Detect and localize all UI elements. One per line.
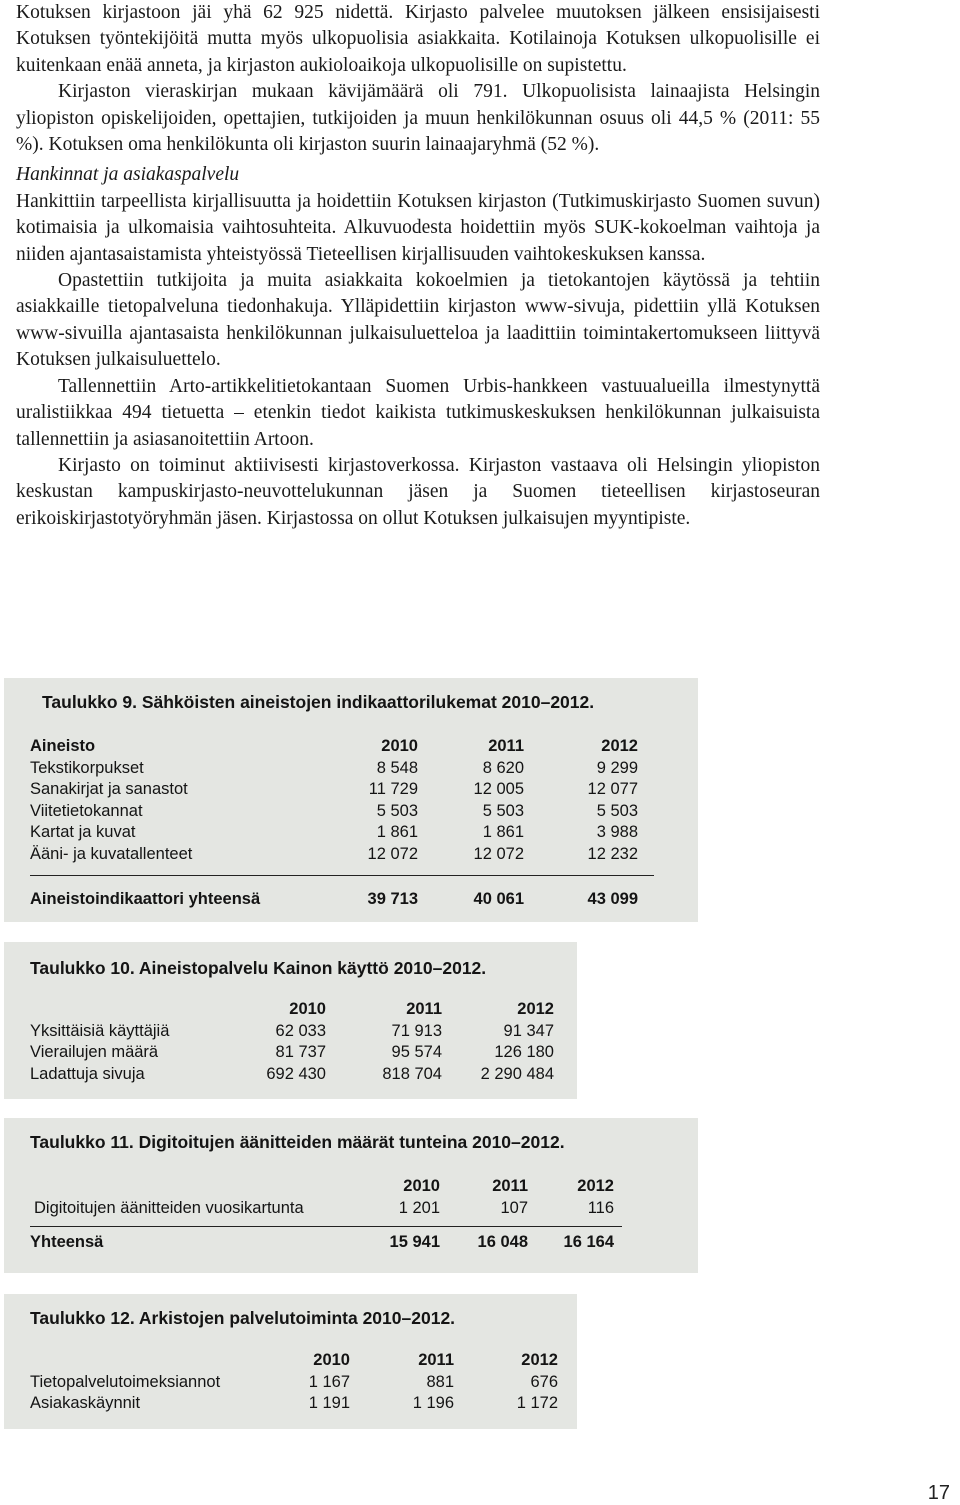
paragraph-visitors: Kirjaston vieraskirjan mukaan kävijämäärä oli 791. Ulkopuolisista lainaajista Helsingin yliopiston opiskelijoiden, opettajien, tutkijoiden ja muun henkilökunnan osuus oli 44,5 % (2011: 55 %). Kotuksen oma henkilökunta oli kirjaston suurin lainaajaryhmä (52 %). bbox=[16, 81, 820, 156]
header-cell: 2012 bbox=[577, 1177, 614, 1195]
table-11-divider bbox=[30, 1226, 622, 1227]
table-11-grid bbox=[34, 1176, 614, 1219]
table-cell: 91 347 bbox=[503, 1021, 554, 1040]
paragraph-acquisitions: Hankittiin tarpeellista kirjallisuutta ja hoidettiin Kotuksen kirjaston (Tutkimuskirjasto Suomen suvun) kotimaisia ja ulkomaisia vaihtosuhteita. Alkuvuodesta hoidettiin myös SUK-kokoelman vaihtoja ja niiden ajantasaistamista yhteistyössä Tieteellisen kirjallisuuden vaihtokeskuksen kanssa. bbox=[16, 190, 820, 265]
row-label: Tekstikorpukset bbox=[30, 758, 144, 777]
table-cell: 1 861 bbox=[482, 823, 524, 842]
table-12-title: Taulukko 12. Arkistojen palvelutoiminta 2010–2012. bbox=[30, 1308, 456, 1328]
table-10-grid bbox=[30, 999, 554, 1085]
table-11 bbox=[4, 1118, 698, 1273]
table-row-total bbox=[30, 1232, 614, 1254]
table-cell: 1 201 bbox=[398, 1198, 440, 1217]
table-cell: 81 737 bbox=[275, 1043, 326, 1062]
table-cell: 676 bbox=[530, 1372, 558, 1391]
table-row bbox=[30, 1021, 554, 1043]
header-cell: 2012 bbox=[517, 1000, 554, 1018]
header-cell bbox=[34, 1176, 344, 1198]
paragraph-network: Kirjasto on toiminut aktiivisesti kirjastoverkossa. Kirjaston vastaava oli Helsingin yliopiston keskustan kampuskirjasto-neuvottelukunnan jäsen ja Suomen tieteellisen kirjastoseuran erikoiskirjastotyöryhmän jäsen. Kirjastossa on ollut Kotuksen julkaisujen myyntipiste. bbox=[16, 454, 820, 529]
row-label: Digitoitujen äänitteiden vuosikartunta bbox=[34, 1198, 304, 1217]
header-cell: 2011 bbox=[406, 1000, 442, 1018]
section-heading: Hankinnat ja asiakaspalvelu bbox=[16, 164, 240, 186]
table-row bbox=[30, 779, 638, 801]
table-cell: 2 290 484 bbox=[480, 1064, 554, 1083]
table-cell: 8 548 bbox=[376, 758, 418, 777]
table-cell: 5 503 bbox=[376, 801, 418, 820]
table-cell: 12 232 bbox=[587, 844, 638, 863]
table-cell: 8 620 bbox=[482, 758, 524, 777]
row-label: Ladattuja sivuja bbox=[30, 1064, 145, 1083]
header-cell: 2011 bbox=[488, 737, 524, 755]
page-number: 17 bbox=[927, 1482, 950, 1504]
table-cell: 12 077 bbox=[587, 780, 638, 799]
table-cell: 126 180 bbox=[494, 1043, 554, 1062]
row-label: Asiakaskäynnit bbox=[30, 1394, 141, 1413]
row-label: Ääni- ja kuvatallenteet bbox=[30, 844, 193, 863]
table-cell: 15 941 bbox=[389, 1233, 440, 1251]
table-cell: 5 503 bbox=[482, 801, 524, 820]
table-row bbox=[30, 1064, 554, 1086]
row-label: Sanakirjat ja sanastot bbox=[30, 780, 188, 799]
table-cell: 692 430 bbox=[266, 1064, 326, 1083]
table-row bbox=[30, 822, 638, 844]
header-cell bbox=[30, 1350, 254, 1372]
table-12 bbox=[4, 1294, 577, 1429]
table-row-total bbox=[30, 889, 638, 911]
table-cell: 1 167 bbox=[308, 1372, 350, 1391]
header-cell: Aineisto bbox=[30, 737, 96, 755]
table-row bbox=[30, 1372, 558, 1394]
table-cell: 881 bbox=[426, 1372, 454, 1391]
table-12-grid bbox=[30, 1350, 558, 1415]
header-cell: 2011 bbox=[418, 1351, 454, 1369]
header-cell: 2010 bbox=[289, 1000, 326, 1018]
row-label: Aineistoindikaattori yhteensä bbox=[30, 890, 261, 908]
table-cell: 1 861 bbox=[376, 823, 418, 842]
table-cell: 116 bbox=[587, 1198, 614, 1217]
table-row bbox=[30, 1042, 554, 1064]
table-cell: 62 033 bbox=[275, 1021, 326, 1040]
table-11-title: Taulukko 11. Digitoitujen äänitteiden määrät tunteina 2010–2012. bbox=[30, 1132, 565, 1152]
table-cell: 818 704 bbox=[382, 1064, 442, 1083]
table-9-total bbox=[30, 889, 638, 911]
body-text bbox=[16, 0, 820, 532]
table-row-header bbox=[34, 1176, 614, 1198]
table-row-header bbox=[30, 999, 554, 1021]
paragraph-library-collection: Kotuksen kirjastoon jäi yhä 62 925 nidettä. Kirjasto palvelee muutoksen jälkeen ensisijaisesti Kotuksen työntekijöitä mutta myös ulkopuolisia asiakkaita. Kotilainoja Kotuksen ulkopuolisille ei kuitenkaan enää anneta, ja kirjaston aukioloaikoja ulkopuolisille on supistettu. bbox=[16, 2, 820, 76]
row-label: Yhteensä bbox=[30, 1233, 104, 1251]
header-cell: 2011 bbox=[492, 1177, 528, 1195]
header-cell bbox=[30, 999, 210, 1021]
table-row bbox=[30, 1393, 558, 1415]
table-9-divider bbox=[30, 875, 654, 876]
table-cell: 16 164 bbox=[563, 1233, 614, 1251]
row-label: Kartat ja kuvat bbox=[30, 823, 136, 842]
table-cell: 16 048 bbox=[477, 1233, 528, 1251]
table-10-title: Taulukko 10. Aineistopalvelu Kainon käyttö 2010–2012. bbox=[30, 958, 487, 978]
table-cell: 5 503 bbox=[596, 801, 638, 820]
header-cell: 2010 bbox=[381, 737, 418, 755]
table-cell: 71 913 bbox=[391, 1021, 442, 1040]
header-cell: 2010 bbox=[313, 1351, 350, 1369]
table-row bbox=[30, 758, 638, 780]
row-label: Vierailujen määrä bbox=[30, 1043, 159, 1062]
table-cell: 1 191 bbox=[308, 1394, 350, 1413]
table-cell: 1 172 bbox=[516, 1394, 558, 1413]
table-row-header bbox=[30, 736, 638, 758]
table-cell: 3 988 bbox=[596, 823, 638, 842]
table-cell: 1 196 bbox=[412, 1394, 454, 1413]
row-label: Yksittäisiä käyttäjiä bbox=[30, 1021, 170, 1040]
paragraph-guidance: Opastettiin tutkijoita ja muita asiakkaita kokoelmien ja tietokantojen käytössä ja tehtiin asiakkaille tietopalveluna tiedonhakuja. Ylläpidettiin kirjaston www-sivuja, pidettiin yllä Kotuksen www-sivuilla ajantasaista henkilökunnan julkaisuluetteloa ja laadittiin toimintakertomukseen liittyvä Kotuksen julkaisuluettelo. bbox=[16, 270, 820, 371]
table-cell: 11 729 bbox=[368, 780, 418, 799]
header-cell: 2012 bbox=[521, 1351, 558, 1369]
table-cell: 9 299 bbox=[596, 758, 638, 777]
table-cell: 12 072 bbox=[367, 844, 418, 863]
table-row-header bbox=[30, 1350, 558, 1372]
table-11-total bbox=[30, 1232, 614, 1254]
paragraph-arto: Tallennettiin Arto-artikkelitietokantaan Suomen Urbis-hankkeen vastuualueilla ilmestynyttä uralistiikkaa 494 tietuetta – etenkin tiedot kaikista tutkimuskeskuksen henkilökunnan julkaisuista tallennettiin ja asiasanoitettiin Artoon. bbox=[16, 375, 820, 450]
table-9-title: Taulukko 9. Sähköisten aineistojen indikaattorilukemat 2010–2012. bbox=[42, 692, 595, 712]
table-cell: 43 099 bbox=[587, 890, 638, 908]
row-label: Tietopalvelutoimeksiannot bbox=[30, 1372, 221, 1391]
table-row bbox=[34, 1198, 614, 1220]
table-row bbox=[30, 801, 638, 823]
table-9 bbox=[4, 678, 698, 922]
header-cell: 2012 bbox=[601, 737, 638, 755]
row-label: Viitetietokannat bbox=[30, 801, 143, 820]
table-cell: 95 574 bbox=[391, 1043, 442, 1062]
table-cell: 40 061 bbox=[473, 890, 524, 908]
table-10 bbox=[4, 942, 577, 1099]
table-cell: 12 072 bbox=[473, 844, 524, 863]
table-cell: 39 713 bbox=[367, 890, 418, 908]
table-cell: 12 005 bbox=[473, 780, 524, 799]
table-9-grid bbox=[30, 736, 638, 866]
header-cell: 2010 bbox=[403, 1177, 440, 1195]
table-cell: 107 bbox=[500, 1198, 528, 1217]
table-row bbox=[30, 844, 638, 866]
